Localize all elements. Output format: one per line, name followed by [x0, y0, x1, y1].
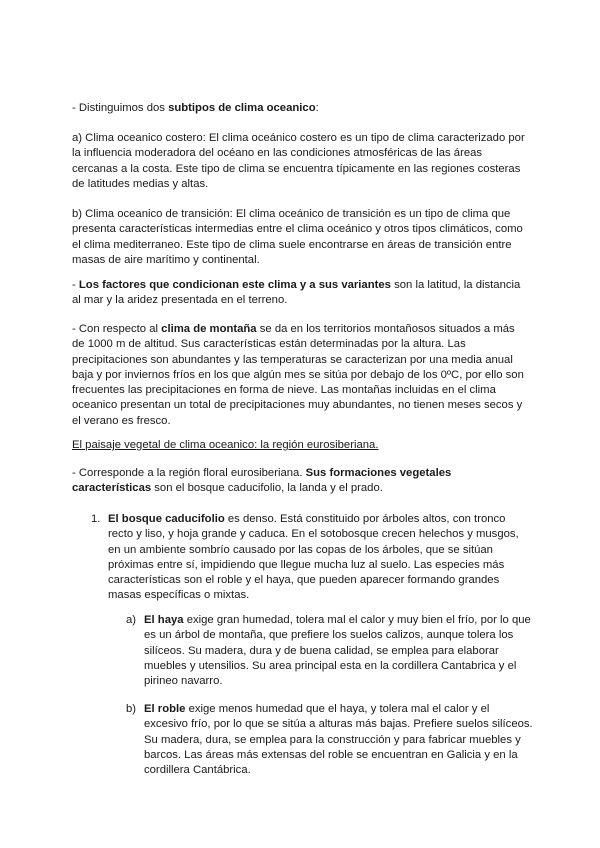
factors-paragraph: - Los factores que condicionan este clima y a sus variantes son la latitud, la distancia al mar y la aridez presentada en el terreno.	[72, 279, 521, 307]
region-bold: Sus formaciones vegetales características	[72, 467, 452, 495]
subtypes-bold: subtipos de clima oceanico	[168, 102, 316, 114]
mountain-climate-paragraph: - Con respecto al clima de montaña se da en los territorios montañosos situados a más de 1000 m de altitud. Sus características están determinadas por la altura. Las precipitaciones son abundantes y las temperaturas se caracterizan por una media anual baja y por inviernos fríos en los que algún mes se sitúa por debajo de los 0ºC, por ello son frecuentes las precipitaciones en forma de nieve. Las montañas incluidas en el clima oceanico presentan un total de precipitaciones muy abundantes, no tienen meses secos y el verano es fresco.	[72, 323, 524, 427]
subtype-transition-paragraph: b) Clima oceanico de transición: El clima oceánico de transición es un tipo de clima que presenta características intermedias entre el clima oceánico y otros tipos climáticos, como el clima mediterraneo. Este tipo de clima suele encontrarse en áreas de transición entre masas de aire marítimo y continental.	[72, 208, 523, 266]
deciduous-forest-bold: El bosque caducifolio	[108, 513, 225, 525]
beech-bold: El haya	[144, 614, 184, 626]
list-number: 1.	[91, 513, 101, 525]
mountain-climate-bold: clima de montaña	[161, 323, 257, 335]
sub-list-letter: a)	[126, 614, 137, 626]
subtype-coastal-paragraph: a) Clima oceanico costero: El clima oceánico costero es un tipo de clima caracterizado por la influencia moderadora del océano en las condiciones atmosféricas de las áreas cercanas a la costa. Este tipo de clima se encuentra típicamente en las regiones costeras de latitudes medias y altas.	[72, 132, 525, 190]
factors-bold: Los factores que condicionan este clima y a sus variantes	[78, 279, 391, 291]
beech-paragraph: El haya exige gran humedad, tolera mal el calor y muy bien el frío, por lo que es un árbol de montaña, que prefiere los suelos calizos, aunque tolera los silíceos. Su madera, dura y de buena calidad, se emplea para elaborar muebles y utensilios. Su area principal esta en la cordillera Cantabrica y el pirineo navarro.	[144, 614, 531, 688]
deciduous-forest-paragraph: El bosque caducifolio es denso. Está constituido por árboles altos, con tronco recto y liso, y hoja grande y caduca. En el sotobosque crecen helechos y musgos, en un ambiente sombrío causado por las copas de los árboles, que se sitúan próximas entre sí, impidiendo que llegue mucha luz al suelo. Las especies más características son el roble y el haya, que pueden aparecer formando grandes masas específicas o mixtas.	[108, 513, 519, 602]
section-heading: El paisaje vegetal de clima oceanico: la región eurosiberiana.	[72, 439, 379, 451]
sub-list-letter: b)	[126, 703, 137, 715]
oak-paragraph: El roble exige menos humedad que el haya, y tolera mal el calor y el excesivo frío, por lo que se sitúa a alturas más bajas. Prefiere suelos silíceos. Su madera, dura, se emplea para la construcción y para fabricar muebles y barcos. Las áreas más extensas del roble se encuentran en Galicia y en la cordillera Cantábrica.	[144, 703, 533, 777]
subtypes-intro: - Distinguimos dos subtipos de clima oceanico:	[72, 102, 319, 114]
oak-bold: El roble	[144, 703, 186, 715]
region-paragraph: - Corresponde a la región floral eurosiberiana. Sus formaciones vegetales características son el bosque caducifolio, la landa y el prado.	[72, 467, 452, 495]
